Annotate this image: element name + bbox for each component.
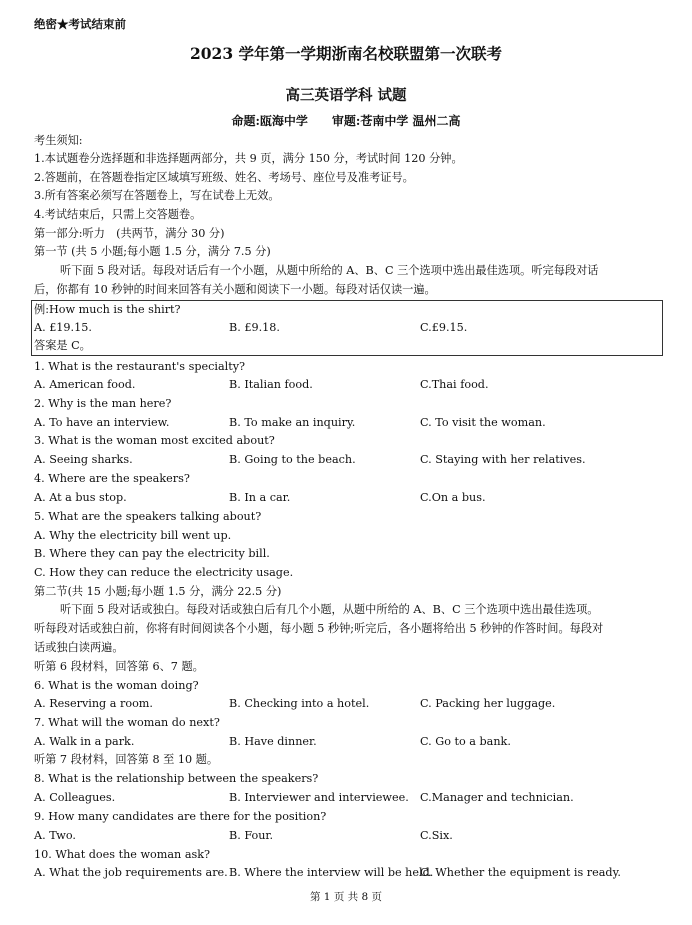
notice-item: 3.所有答案必须写在答题卷上，写在试卷上无效。	[34, 189, 280, 202]
exam-subtitle: 高三英语学科 试题	[285, 87, 407, 104]
option-a: A. American food.	[34, 378, 136, 391]
section-heading: 第一节 (共 5 小题;每小题 1.5 分，满分 7.5 分)	[34, 245, 271, 258]
option-c: C.Thai food.	[420, 378, 489, 391]
option-c: C.Six.	[420, 829, 453, 842]
section-instructions: 听下面 5 段对话。每段对话后有一个小题，从题中所给的 A、B、C 三个选项中选出最佳选项。听完每段对话	[60, 264, 599, 277]
confidential-label: 绝密★考试结束前	[34, 17, 126, 31]
material-label: 听第 7 段材料，回答第 8 至 10 题。	[34, 753, 219, 766]
option-a: A. What the job requirements are.	[34, 866, 228, 879]
notice-item: 2.答题前，在答题卷指定区域填写班级、姓名、考场号、座位号及准考证号。	[34, 171, 414, 184]
option-c: C.Manager and technician.	[420, 791, 574, 804]
question-text: 8. What is the relationship between the speakers?	[34, 772, 319, 785]
option-b: B. To make an inquiry.	[229, 416, 356, 429]
option-a: A. Seeing sharks.	[34, 453, 133, 466]
material-label: 听第 6 段材料，回答第 6、7 题。	[34, 660, 204, 673]
option-c: C. Staying with her relatives.	[420, 453, 586, 466]
question-text: 6. What is the woman doing?	[34, 679, 199, 692]
option-a: A. Two.	[34, 829, 76, 842]
option-b: B. Checking into a hotel.	[229, 697, 370, 710]
option-a: A. At a bus stop.	[34, 491, 127, 504]
option-b: B. Interviewer and interviewee.	[229, 791, 409, 804]
option-c: C. Whether the equipment is ready.	[420, 866, 621, 879]
option-a: A. Why the electricity bill went up.	[34, 529, 232, 542]
option-a: A. To have an interview.	[34, 416, 170, 429]
question-text: 9. How many candidates are there for the position?	[34, 810, 327, 823]
option-c: C. Packing her luggage.	[420, 697, 556, 710]
section-instructions: 听下面 5 段对话或独白。每段对话或独白后有几个小题，从题中所给的 A、B、C 三个选项中选出最佳选项。	[60, 603, 599, 616]
notice-heading: 考生须知:	[34, 134, 83, 147]
option-b: B. Going to the beach.	[229, 453, 356, 466]
option-b: B. Italian food.	[229, 378, 313, 391]
example-answer: 答案是 C。	[34, 339, 91, 352]
option-b: B. Have dinner.	[229, 735, 317, 748]
example-option-b: B. £9.18.	[229, 321, 280, 334]
question-text: 7. What will the woman do next?	[34, 716, 220, 729]
section-instructions: 后，你都有 10 秒钟的时间来回答有关小题和阅读下一小题。每段对话仅读一遍。	[34, 283, 436, 296]
example-question: 例:How much is the shirt?	[34, 303, 181, 316]
option-b: B. Four.	[229, 829, 274, 842]
notice-item: 4.考试结束后，只需上交答题卷。	[34, 208, 202, 221]
part-heading: 第一部分:听力 (共两节，满分 30 分)	[34, 227, 225, 240]
option-c: C. Go to a bank.	[420, 735, 511, 748]
question-text: 5. What are the speakers talking about?	[34, 510, 262, 523]
example-option-c: C.£9.15.	[420, 321, 468, 334]
question-text: 3. What is the woman most excited about?	[34, 434, 275, 447]
question-text: 4. Where are the speakers?	[34, 472, 190, 485]
question-text: 2. Why is the man here?	[34, 397, 172, 410]
option-b: B. Where the interview will be held.	[229, 866, 434, 879]
example-option-a: A. £19.15.	[34, 321, 92, 334]
option-a: A. Walk in a park.	[34, 735, 135, 748]
question-text: 10. What does the woman ask?	[34, 848, 211, 861]
option-c: C. To visit the woman.	[420, 416, 546, 429]
authors-line: 命题:瓯海中学 审题:苍南中学 温州二高	[231, 114, 461, 128]
option-b: B. In a car.	[229, 491, 291, 504]
option-a: A. Reserving a room.	[34, 697, 153, 710]
section-instructions: 听每段对话或独白前，你将有时间阅读各个小题，每小题 5 秒钟;听完后，各小题将给出 5 秒钟的作答时间。每段对	[34, 622, 604, 635]
question-text: 1. What is the restaurant's specialty?	[34, 360, 246, 373]
page-number: 第 1 页 共 8 页	[309, 891, 383, 903]
exam-title: 2023 学年第一学期浙南名校联盟第一次联考	[189, 44, 503, 63]
option-c: C.On a bus.	[420, 491, 486, 504]
notice-item: 1.本试题卷分选择题和非选择题两部分，共 9 页，满分 150 分，考试时间 120 分钟。	[34, 152, 463, 165]
option-a: A. Colleagues.	[34, 791, 116, 804]
section-heading: 第二节(共 15 小题;每小题 1.5 分，满分 22.5 分)	[34, 585, 282, 598]
option-b: B. Where they can pay the electricity bill.	[34, 547, 270, 560]
option-c: C. How they can reduce the electricity usage.	[34, 566, 294, 579]
section-instructions: 话或独白读两遍。	[34, 641, 124, 654]
